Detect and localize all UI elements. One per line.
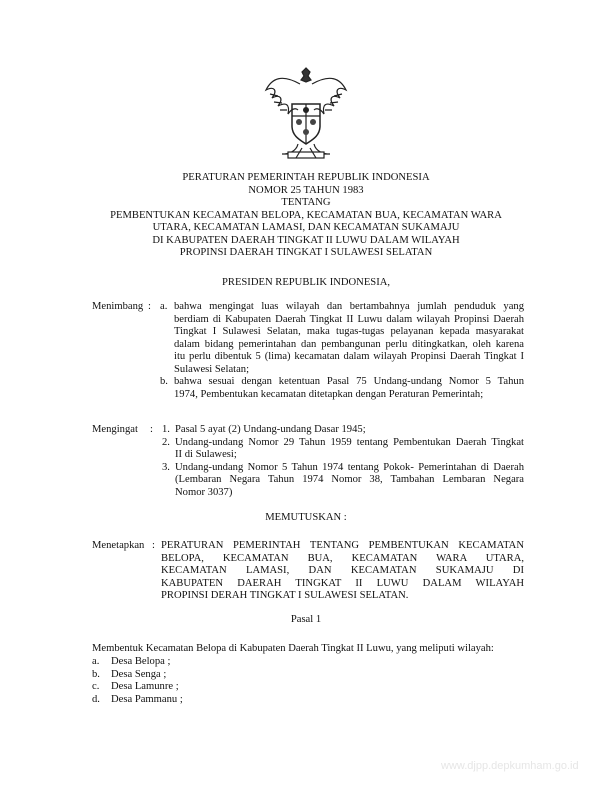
title-line: PROPINSI DAERAH TINGKAT I SULAWESI SELATAN xyxy=(179,247,433,258)
text-line: Undang-undang Nomor 29 Tahun 1959 tentang Pembentukan Daerah Tingkat xyxy=(175,436,524,448)
menetapkan-text xyxy=(161,540,524,603)
colon: : xyxy=(152,540,155,551)
title-line: NOMOR 25 TAHUN 1983 xyxy=(248,184,364,196)
text-line: PROPINSI DERAH TINGKAT I SULAWESI SELATAN. xyxy=(161,590,409,601)
menimbang-list xyxy=(160,301,524,401)
text-line: KABUPATEN DAERAH TINGKAT II LUWU DALAM WILAYAH xyxy=(161,577,524,589)
item-text: Desa Senga ; xyxy=(111,668,167,680)
text-line: 1974, Pembentukan kecamatan ditetapkan dengan Peraturan Pemerintah; xyxy=(174,388,484,400)
title-line: PEMBENTUKAN KECAMATAN BELOPA, KECAMATAN BUA, KECAMATAN WARA xyxy=(110,209,502,221)
colon: : xyxy=(148,301,151,312)
mengingat-label: Mengingat xyxy=(92,424,138,435)
president-heading: PRESIDEN REPUBLIK INDONESIA, xyxy=(221,277,391,288)
text-line: Nomor 3037) xyxy=(175,486,233,498)
pasal-1-intro: Membentuk Kecamatan Belopa di Kabupaten Daerah Tingkat II Luwu, yang meliputi wilayah: xyxy=(92,643,494,654)
title-line: PERATURAN PEMERINTAH REPUBLIK INDONESIA xyxy=(182,172,430,183)
title-line: TENTANG xyxy=(281,197,331,208)
item-marker: b. xyxy=(160,376,168,387)
text-line: itu perlu dibentuk 5 (lima) kecamatan dalam wilayah Propinsi Daerah Tingkat I xyxy=(174,351,524,362)
item-marker: c. xyxy=(92,681,100,692)
item-text: Desa Lamunre ; xyxy=(111,681,179,692)
watermark: www.djpp.depkumham.go.id xyxy=(441,760,579,772)
list-item xyxy=(92,669,183,682)
item-text xyxy=(174,301,524,376)
item-marker: 1. xyxy=(162,424,170,435)
pasal-1-heading: Pasal 1 xyxy=(290,614,322,625)
colon: : xyxy=(150,424,153,435)
text-line: bahwa sesuai dengan ketentuan Pasal 75 Undang-undang Nomor 5 Tahun xyxy=(174,376,524,387)
title-line: DI KABUPATEN DAERAH TINGKAT II LUWU DALAM WILAYAH xyxy=(152,234,460,246)
text-line: Pasal 5 ayat (2) Undang-undang Dasar 1945; xyxy=(175,424,366,435)
item-text xyxy=(175,424,524,437)
item-marker: b. xyxy=(92,668,100,680)
list-item xyxy=(160,376,524,401)
item-marker: d. xyxy=(92,693,100,705)
list-item xyxy=(92,681,183,694)
pasal-1-list xyxy=(92,656,183,706)
document-title xyxy=(0,172,612,260)
item-marker: a. xyxy=(160,301,168,312)
list-item xyxy=(92,694,183,707)
text-line: Tingkat I Sulawesi Selatan, maka tugas-tugas pelayanan kepada masyarakat xyxy=(174,326,524,337)
item-marker: 2. xyxy=(162,436,170,448)
garuda-emblem-icon xyxy=(262,64,350,162)
memutuskan-heading: MEMUTUSKAN : xyxy=(265,512,347,523)
item-marker: a. xyxy=(92,656,100,667)
text-line: Undang-undang Nomor 5 Tahun 1974 tentang Pokok- Pemerintahan di Daerah xyxy=(175,461,524,473)
text-line: PERATURAN PEMERINTAH TENTANG PEMBENTUKAN KECAMATAN xyxy=(161,540,524,551)
item-text xyxy=(175,462,524,500)
item-text: Desa Pammanu ; xyxy=(111,693,183,705)
mengingat-list xyxy=(162,424,524,499)
menimbang-label: Menimbang xyxy=(92,301,144,312)
text-line: Sulawesi Selatan; xyxy=(174,363,250,375)
list-item xyxy=(160,301,524,376)
text-line: berdiam di Kabupaten Daerah Tingkat II Luwu dalam wilayah Propinsi Daerah xyxy=(174,313,524,325)
title-line: UTARA, KECAMATAN LAMASI, DAN KECAMATAN SUKAMAJU xyxy=(152,222,460,233)
text-line: (Lembaran Negara Tahun 1974 Nomor 38, Tambahan Lembaran Negara xyxy=(175,474,524,485)
item-text: Desa Belopa ; xyxy=(111,656,171,667)
text-line: dalam bidang pemerintahan dan pembangunan perlu ditingkatkan, oleh karena xyxy=(174,338,524,350)
text-line: bahwa mengingat luas wilayah dan bertambahnya jumlah penduduk yang xyxy=(174,301,524,312)
menetapkan-label: Menetapkan xyxy=(92,540,145,551)
item-text xyxy=(175,437,524,462)
list-item xyxy=(162,424,524,437)
text-line: KECAMATAN LAMASI, DAN KECAMATAN SUKAMAJU DI xyxy=(161,565,524,576)
list-item xyxy=(162,437,524,462)
item-marker: 3. xyxy=(162,461,170,473)
text-line: BELOPA, KECAMATAN BUA, KECAMATAN WARA UTARA, xyxy=(161,552,524,564)
list-item xyxy=(92,656,183,669)
text-line: II di Sulawesi; xyxy=(175,449,237,460)
list-item xyxy=(162,462,524,500)
item-text xyxy=(174,376,524,401)
